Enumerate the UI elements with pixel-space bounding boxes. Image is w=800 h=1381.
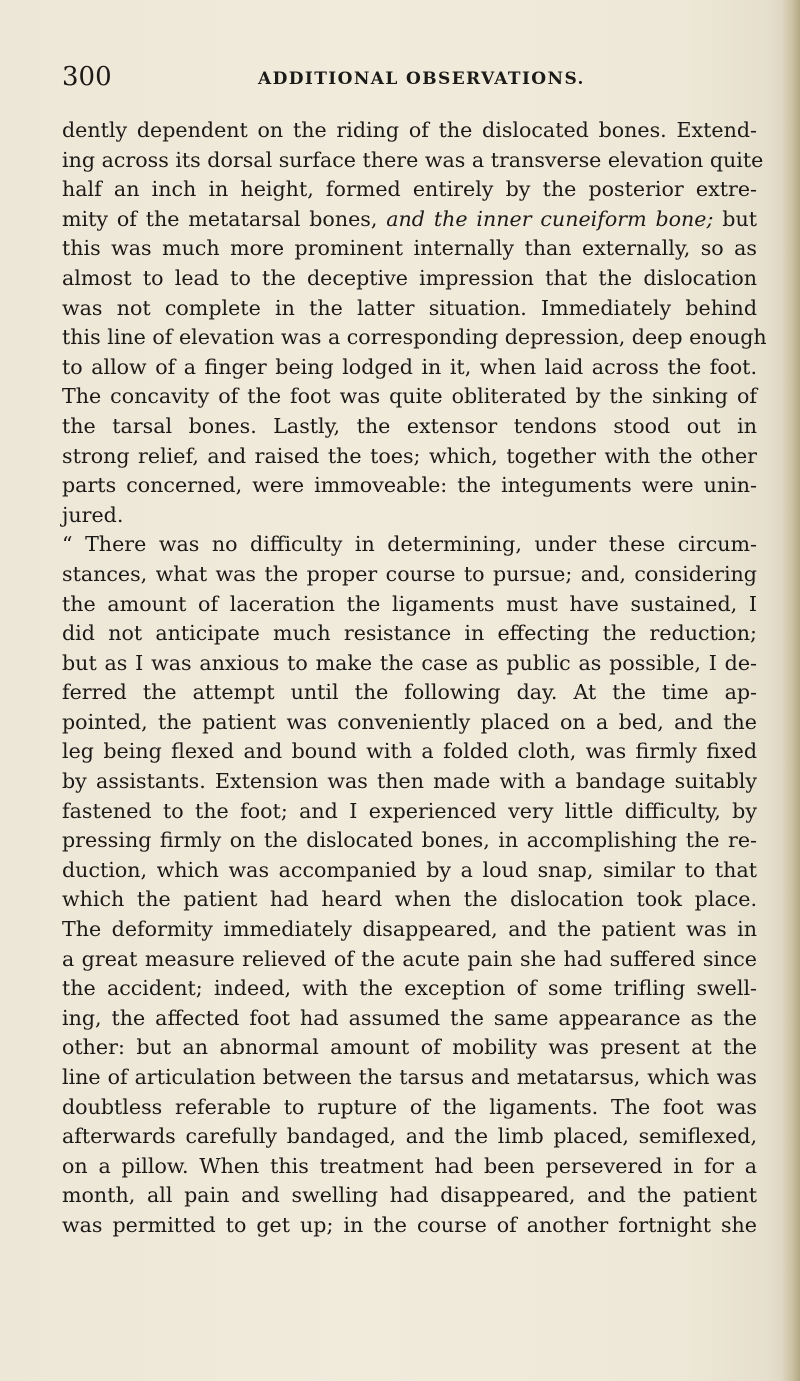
text-line: almost to lead to the deceptive impression that the dislocation [62,265,757,290]
text-span: mity of the metatarsal bones, [62,206,378,231]
text-line: the amount of laceration the ligaments must have sustained, I [62,591,757,616]
page-number: 300 [62,62,112,92]
text-line: jured. [62,502,124,527]
text-line: the tarsal bones. Lastly, the extensor tendons stood out in [62,413,757,438]
text-line: fastened to the foot; and I experienced very little difficulty, by [62,798,757,823]
text-line: to allow of a finger being lodged in it, when laid across the foot. [62,354,757,379]
text-line: leg being flexed and bound with a folded cloth, was firmly fixed [62,739,757,764]
text-line: the accident; indeed, with the exception of some trifling swell- [62,976,757,1001]
text-span: but [722,206,758,231]
text-line: strong relief, and raised the toes; which, together with the other [62,443,757,468]
text-line: stances, what was the proper course to pursue; and, considering [62,561,757,586]
text-line: line of articulation between the tarsus and metatarsus, which was [62,1065,757,1089]
text-line: ferred the attempt until the following day. At the time ap- [62,680,757,705]
text-line: this line of elevation was a corresponding depression, deep enough [62,325,767,350]
page-header [62,62,762,102]
text-line: ing across its dorsal surface there was a transverse elevation quite [62,147,764,172]
text-line: was permitted to get up; in the course of another fortnight she [62,1212,757,1237]
body-text [62,116,767,1241]
italic-phrase: and the inner cuneiform bone; [386,206,714,231]
text-line: did not anticipate much resistance in effecting the reduction; [62,621,757,646]
text-line: parts concerned, were immoveable: the integuments were unin- [62,473,757,498]
text-line: was not complete in the latter situation. Immediately behind [62,295,757,320]
text-line: by assistants. Extension was then made with a bandage suitably [62,769,757,794]
text-line: which the patient had heard when the dislocation took place. [62,887,757,912]
text-line: on a pillow. When this treatment had been persevered in for a [62,1153,757,1178]
text-line: other: but an abnormal amount of mobility was present at the [62,1035,757,1060]
text-line: month, all pain and swelling had disappeared, and the patient [62,1183,757,1208]
text-line: afterwards carefully bandaged, and the limb placed, semiflexed, [62,1124,757,1149]
text-line: The deformity immediately disappeared, and the patient was in [62,917,757,942]
running-head: ADDITIONAL OBSERVATIONS. [258,69,585,89]
text-line: pointed, the patient was conveniently placed on a bed, and the [62,709,757,734]
text-line: “ There was no difficulty in determining, under these circum- [62,532,757,557]
text-line: duction, which was accompanied by a loud snap, similar to that [62,857,757,882]
text-line: but as I was anxious to make the case as public as possible, I de- [62,650,757,675]
text-line: pressing firmly on the dislocated bones, in accomplishing the re- [62,828,757,853]
text-line-with-italic [62,205,757,235]
text-line: ing, the affected foot had assumed the same appearance as the [62,1005,757,1030]
text-line: this was much more prominent internally than externally, so as [62,236,757,261]
text-line: half an inch in height, formed entirely by the posterior extre- [62,177,757,202]
text-line: The concavity of the foot was quite obliterated by the sinking of [62,384,757,409]
text-line: a great measure relieved of the acute pain she had suffered since [62,946,757,971]
page-edge-shadow [782,0,800,1381]
text-line: dently dependent on the riding of the dislocated bones. Extend- [62,118,757,142]
text-line: doubtless referable to rupture of the ligaments. The foot was [62,1094,757,1119]
